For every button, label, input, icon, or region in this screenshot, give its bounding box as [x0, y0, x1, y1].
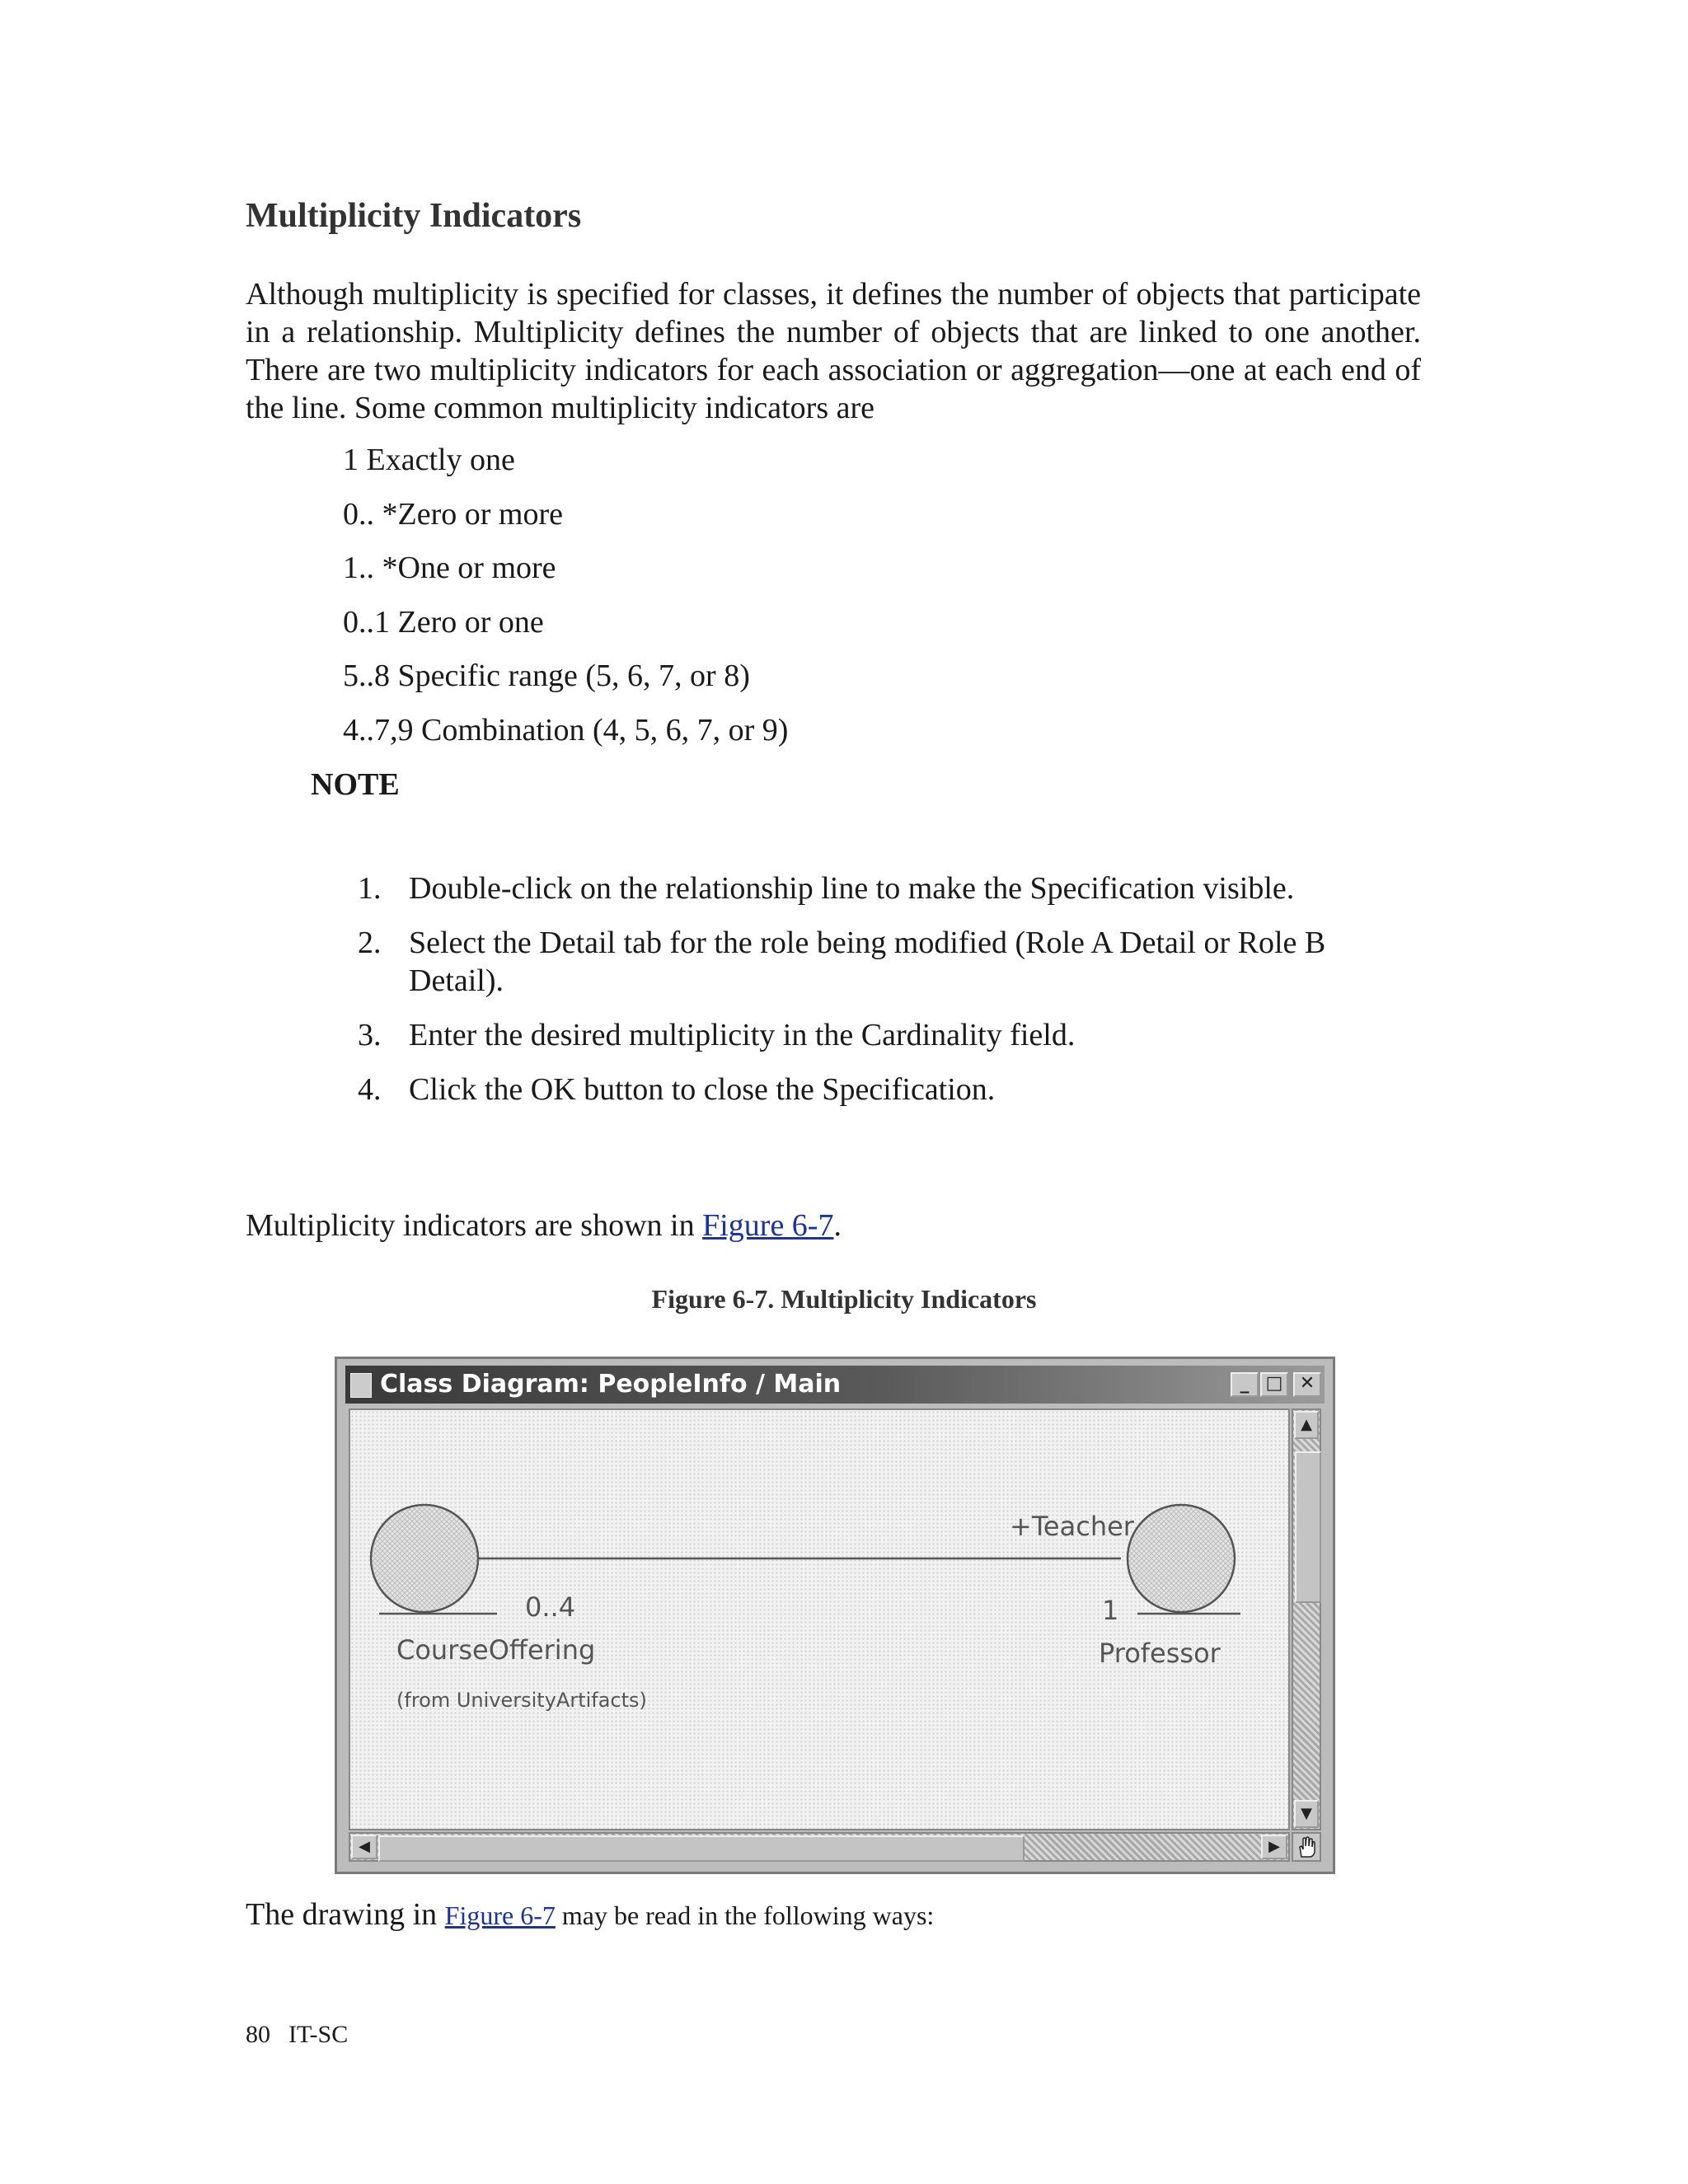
note-label: NOTE [311, 767, 400, 802]
page-number: 80 [246, 2021, 270, 2048]
window-titlebar[interactable] [345, 1366, 1325, 1404]
step-number: 4. [358, 1072, 382, 1107]
diagram-canvas[interactable] [349, 1408, 1290, 1830]
step-text: Select the Detail tab for the role being modified (Role A Detail or Role B Detail). [409, 926, 1326, 998]
horizontal-scrollbar[interactable] [349, 1832, 1290, 1862]
step-text: Enter the desired multiplicity in the Cardinality field. [409, 1018, 1076, 1052]
step-number: 1. [358, 871, 382, 906]
figure-link[interactable]: Figure 6-7 [702, 1208, 834, 1243]
multiplicity-item: 5..8 Specific range (5, 6, 7, or 8) [343, 658, 750, 693]
horizontal-scroll-thumb[interactable] [378, 1835, 1025, 1862]
step-number: 2. [358, 926, 382, 960]
multiplicity-item: 1 Exactly one [343, 443, 515, 477]
shown-in-suffix: . [833, 1208, 842, 1243]
scroll-up-button[interactable]: ▲ [1294, 1411, 1319, 1439]
window-title: Class Diagram: PeopleInfo / Main [380, 1370, 842, 1399]
section-title: Multiplicity Indicators [246, 197, 582, 235]
reading-paragraph [246, 1896, 1421, 1934]
multiplicity-list [343, 441, 788, 765]
multiplicity-item: 0..1 Zero or one [343, 604, 544, 640]
class-name-courseoffering: CourseOffering [396, 1634, 596, 1666]
class-name-professor: Professor [1099, 1638, 1221, 1669]
scroll-down-button[interactable]: ▼ [1294, 1800, 1319, 1828]
class-diagram-window [335, 1357, 1335, 1874]
vertical-scrollbar[interactable] [1292, 1408, 1321, 1830]
footer-text: IT-SC [288, 2021, 349, 2048]
multiplicity-item: 4..7,9 Combination (4, 5, 6, 7, or 9) [343, 712, 789, 748]
scroll-left-button[interactable]: ◀ [351, 1835, 377, 1859]
class-package-label: (from UniversityArtifacts) [396, 1689, 647, 1712]
window-app-icon [350, 1373, 372, 1398]
close-button[interactable]: ✕ [1293, 1372, 1321, 1397]
page-footer [246, 2021, 366, 2049]
step-text: Double-click on the relationship line to make the Specification visible. [409, 871, 1295, 906]
figure-link-2[interactable]: Figure 6-7 [444, 1900, 556, 1930]
step-item [358, 1016, 1413, 1054]
steps-list [358, 869, 1413, 1125]
reading-suffix: may be read in the following ways: [555, 1900, 935, 1930]
role-label: +Teacher [1010, 1511, 1134, 1542]
intro-paragraph: Although multiplicity is specified for classes, it defines the number of objects that participate in a relationship. Multiplicity defines the number of objects that are linked to one another. There are two multiplicity indicators for each association or aggregation—one at each end of the line. Some common multiplicity indicators are [246, 277, 1421, 425]
class-professor-icon[interactable] [1128, 1505, 1240, 1614]
scroll-right-button[interactable]: ▶ [1261, 1835, 1287, 1859]
shown-in-paragraph [246, 1207, 1421, 1244]
multiplicity-label-a: 0..4 [525, 1591, 576, 1623]
minimize-button[interactable]: _ [1231, 1372, 1259, 1397]
step-item [358, 924, 1413, 1000]
step-item [358, 1071, 1413, 1108]
step-number: 3. [358, 1018, 382, 1052]
figure-caption: Figure 6-7. Multiplicity Indicators [651, 1284, 1037, 1314]
hand-cursor-icon [1292, 1832, 1321, 1862]
shown-in-prefix: Multiplicity indicators are shown in [246, 1208, 703, 1243]
vertical-scroll-thumb[interactable] [1295, 1451, 1321, 1603]
reading-prefix: The drawing in [246, 1897, 445, 1932]
maximize-button[interactable]: □ [1260, 1372, 1288, 1397]
diagram-drawing [350, 1410, 1288, 1829]
multiplicity-item: 1.. *One or more [343, 551, 556, 585]
step-text: Click the OK button to close the Specification. [409, 1072, 996, 1107]
class-courseoffering-icon[interactable] [371, 1505, 497, 1614]
multiplicity-label-b: 1 [1102, 1595, 1119, 1626]
step-item [358, 869, 1413, 907]
multiplicity-item: 0.. *Zero or more [343, 496, 563, 532]
